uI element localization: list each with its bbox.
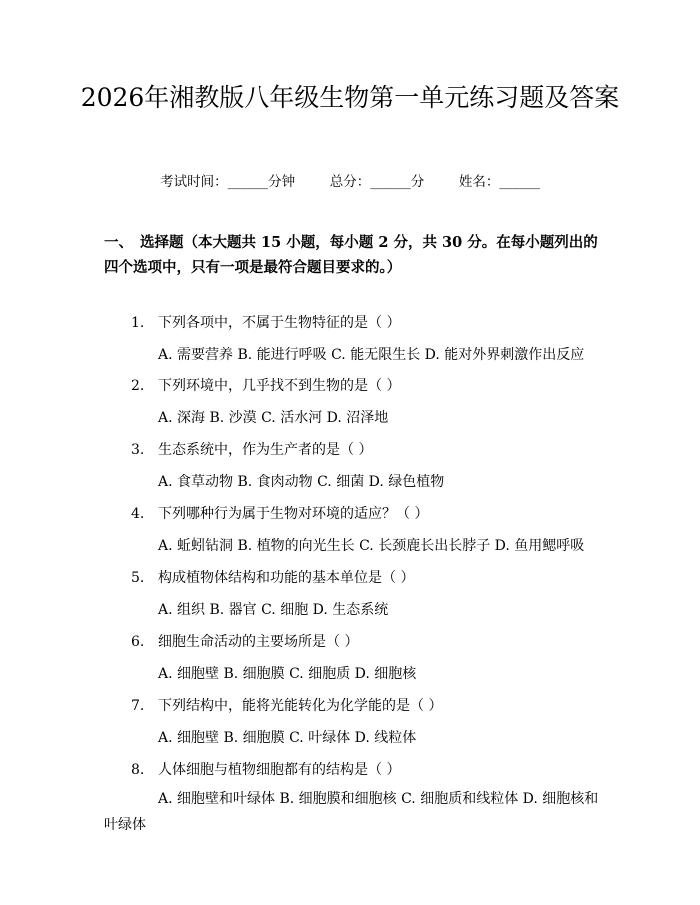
question-text: 构成植物体结构和功能的基本单位是（ ） [158,570,415,586]
time-blank: ______ [227,174,269,190]
section-heading [104,230,604,280]
question-2-options: A. 深海 B. 沙漠 C. 活水河 D. 沼泽地 [158,410,389,426]
score-unit: 分 [410,174,425,190]
question-number: 2. [131,378,145,394]
question-3-options: A. 食草动物 B. 食肉动物 C. 细菌 D. 绿色植物 [158,474,445,490]
question-7 [131,695,442,715]
question-number: 7. [131,698,145,714]
question-5-options: A. 组织 B. 器官 C. 细胞 D. 生态系统 [158,602,389,618]
time-label: 考试时间： [160,174,228,190]
question-7-options: A. 细胞壁 B. 细胞膜 C. 叶绿体 D. 线粒体 [158,730,417,746]
question-6 [131,631,358,651]
score-blank: ______ [370,174,411,190]
question-5 [131,567,414,587]
question-text: 人体细胞与植物细胞都有的结构是（ ） [158,762,401,778]
question-6-options: A. 细胞壁 B. 细胞膜 C. 细胞质 D. 细胞核 [158,666,417,682]
page-title: 2026年湘教版八年级生物第一单元练习题及答案 [80,83,620,112]
name-blank: ______ [499,174,540,190]
question-4-options: A. 蚯蚓钻洞 B. 植物的向光生长 C. 长颈鹿长出长脖子 D. 鱼用鳃呼吸 [158,538,585,554]
question-number: 6. [131,634,145,650]
question-text: 生态系统中，作为生产者的是（ ） [158,442,373,458]
question-text: 下列各项中，不属于生物特征的是（ ） [158,315,401,331]
question-3 [131,439,372,459]
question-text: 细胞生命活动的主要场所是（ ） [158,634,359,650]
question-text: 下列哪种行为属于生物对环境的适应？（ ） [158,506,429,522]
section-number: 一、 [104,234,133,251]
exam-info-line [0,170,700,190]
question-number: 8. [131,762,145,778]
question-4 [131,503,428,523]
question-number: 3. [131,442,145,458]
question-text: 下列环境中，几乎找不到生物的是（ ） [158,378,401,394]
score-label: 总分： [329,174,371,190]
question-number: 5. [131,570,145,586]
question-number: 4. [131,506,145,522]
question-8-options: A. 细胞壁和叶绿体 B. 细胞膜和细胞核 C. 细胞质和线粒体 D. 细胞核和叶绿体 [104,791,599,833]
question-8 [131,759,400,779]
time-unit: 分钟 [268,174,296,190]
question-number: 1. [131,315,145,331]
question-1 [131,312,400,332]
section-instructions: 选择题（本大题共 15 小题，每小题 2 分，共 30 分。在每小题列出的四个选项中，只有一项是最符合题目要求的。） [104,234,598,276]
question-text: 下列结构中，能将光能转化为化学能的是（ ） [158,698,443,714]
question-2 [131,375,400,395]
question-1-options: A. 需要营养 B. 能进行呼吸 C. 能无限生长 D. 能对外界刺激作出反应 [158,347,585,363]
name-label: 姓名： [458,174,500,190]
